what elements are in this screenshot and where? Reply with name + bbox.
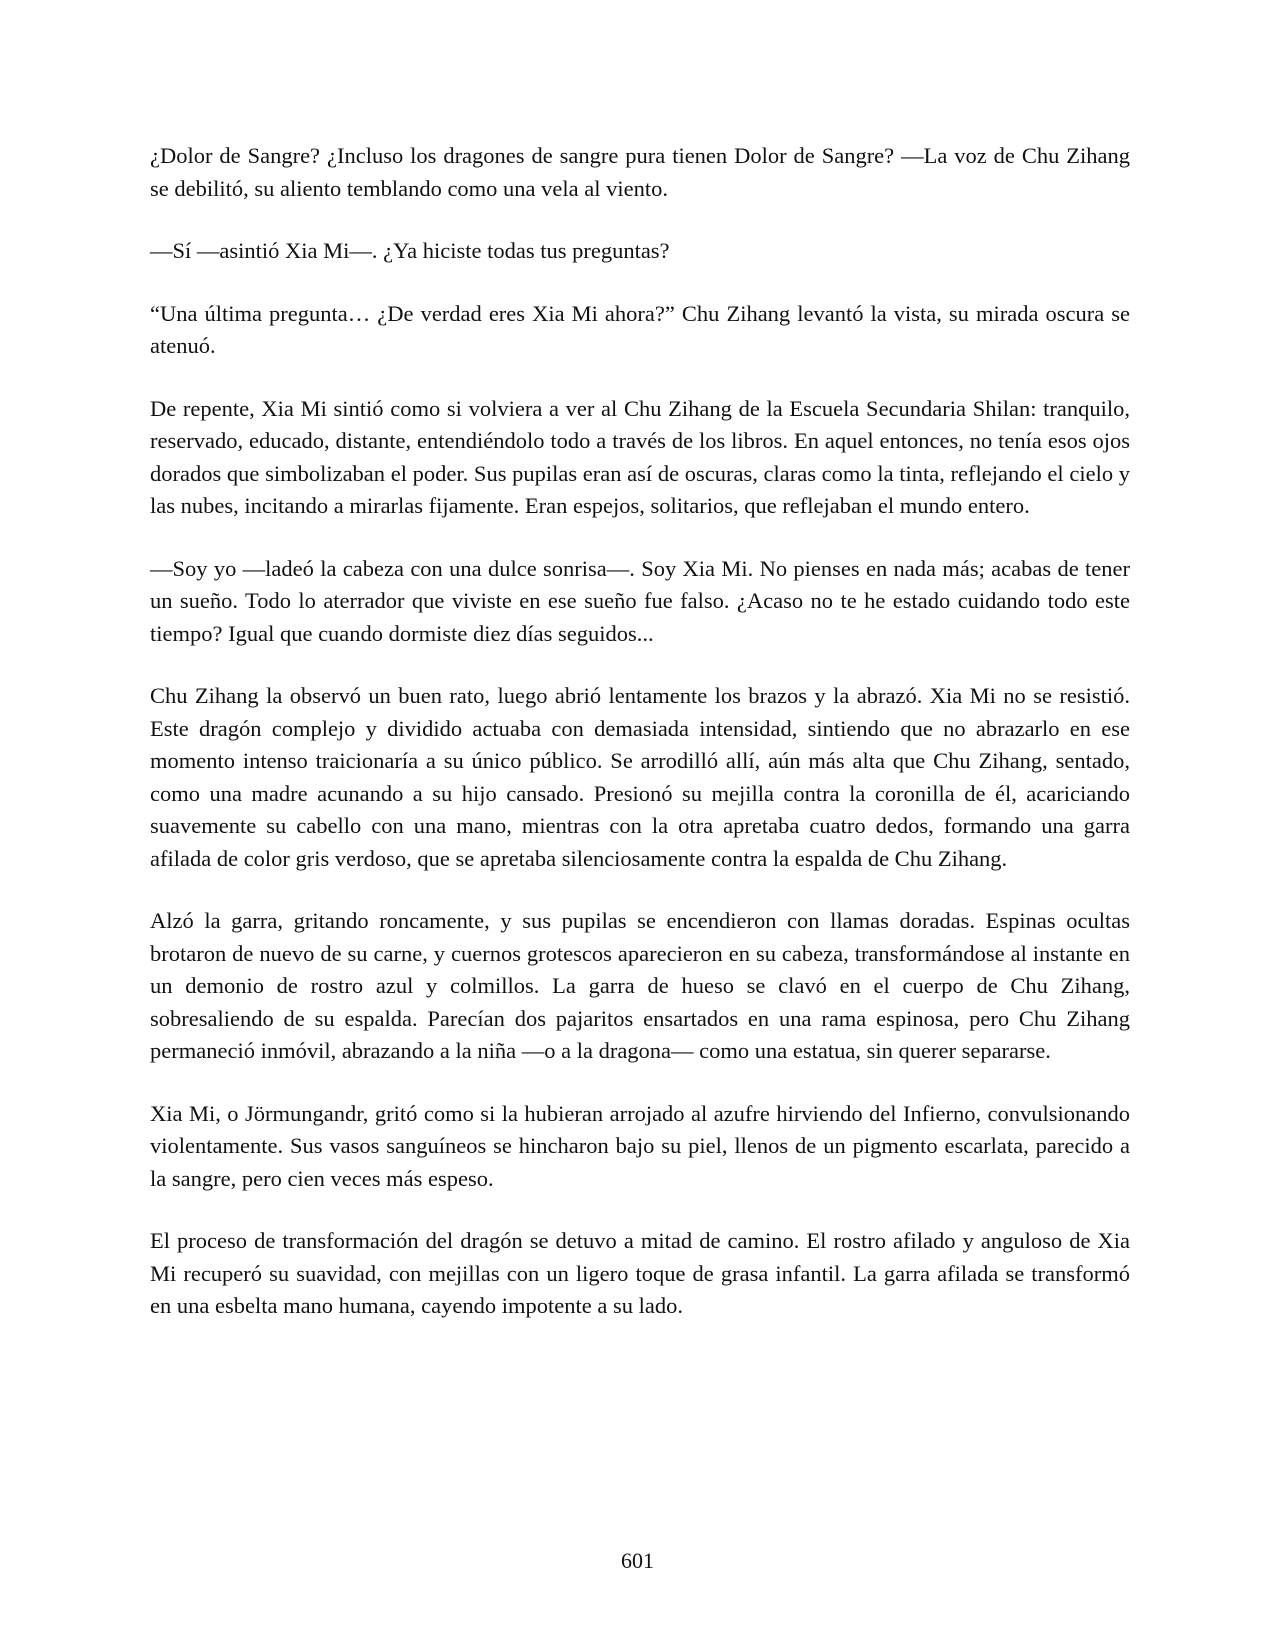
paragraph: De repente, Xia Mi sintió como si volviera a ver al Chu Zihang de la Escuela Secundaria Shilan: tranquilo, reservado, educado, distante, entendiéndolo todo a través de los libros. En aquel entonces, no tenía esos ojos dorados que simbolizaban el poder. Sus pupilas eran así de oscuras, claras como la tinta, reflejando el cielo y las nubes, incitando a mirarlas fijamente. Eran espejos, solitarios, que reflejaban el mundo entero. xyxy=(150,395,1130,518)
paragraph: ¿Dolor de Sangre? ¿Incluso los dragones de sangre pura tienen Dolor de Sangre? —La voz de Chu Zihang se debilitó, su aliento temblando como una vela al viento. xyxy=(150,143,1130,201)
paragraph: —Soy yo —ladeó la cabeza con una dulce sonrisa—. Soy Xia Mi. No pienses en nada más; acabas de tener un sueño. Todo lo aterrador que viviste en ese sueño fue falso. ¿Acaso no te he estado cuidando todo este tiempo? Igual que cuando dormiste diez días seguidos... xyxy=(150,555,1130,646)
page-body xyxy=(150,140,1130,1353)
paragraph: —Sí —asintió Xia Mi—. ¿Ya hiciste todas tus preguntas? xyxy=(150,238,670,263)
paragraph: Chu Zihang la observó un buen rato, luego abrió lentamente los brazos y la abrazó. Xia Mi no se resistió. Este dragón complejo y dividido actuaba con demasiada intensidad, sintiendo que no abrazarlo en ese momento intenso traicionaría a su único público. Se arrodilló allí, aún más alta que Chu Zihang, sentado, como una madre acunando a su hijo cansado. Presionó su mejilla contra la coronilla de él, acariciando suavemente su cabello con una mano, mientras con la otra apretaba cuatro dedos, formando una garra afilada de color gris verdoso, que se apretaba silenciosamente contra la espalda de Chu Zihang. xyxy=(150,683,1130,871)
page-number: 601 xyxy=(621,1548,654,1573)
paragraph: Alzó la garra, gritando roncamente, y sus pupilas se encendieron con llamas doradas. Espinas ocultas brotaron de nuevo de su carne, y cuernos grotescos aparecieron en su cabeza, transformándose al instante en un demonio de rostro azul y colmillos. La garra de hueso se clavó en el cuerpo de Chu Zihang, sobresaliendo de su espalda. Parecían dos pajaritos ensartados en una rama espinosa, pero Chu Zihang permaneció inmóvil, abrazando a la niña —o a la dragona— como una estatua, sin querer separarse. xyxy=(150,908,1130,1063)
paragraph: Xia Mi, o Jörmungandr, gritó como si la hubieran arrojado al azufre hirviendo del Infierno, convulsionando violentamente. Sus vasos sanguíneos se hincharon bajo su piel, llenos de un pigmento escarlata, parecido a la sangre, pero cien veces más espeso. xyxy=(150,1100,1130,1191)
paragraph: “Una última pregunta… ¿De verdad eres Xia Mi ahora?” Chu Zihang levantó la vista, su mirada oscura se atenuó. xyxy=(150,300,1130,358)
paragraph: El proceso de transformación del dragón se detuvo a mitad de camino. El rostro afilado y anguloso de Xia Mi recuperó su suavidad, con mejillas con un ligero toque de grasa infantil. La garra afilada se transformó en una esbelta mano humana, cayendo impotente a su lado. xyxy=(150,1228,1130,1318)
